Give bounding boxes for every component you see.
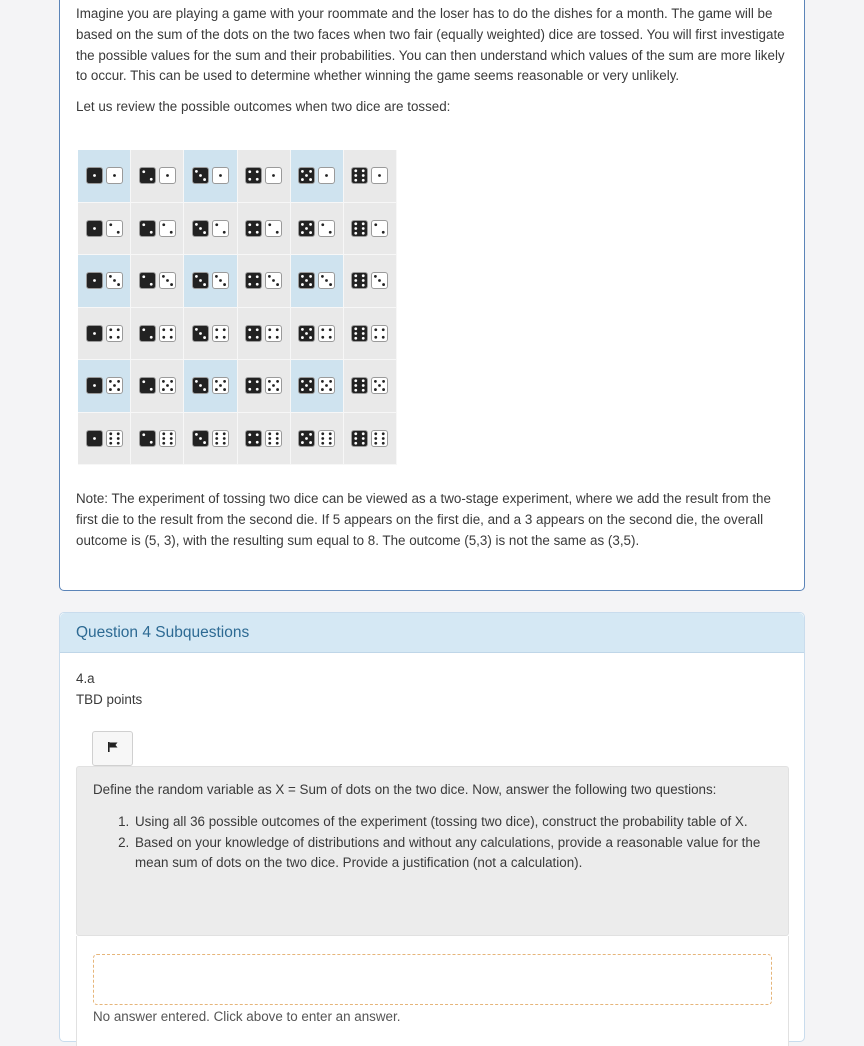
flag-button[interactable] — [92, 731, 133, 766]
prompt-list — [93, 812, 772, 874]
dice-outcome-cell — [238, 413, 291, 466]
dice-outcome-cell — [184, 255, 237, 308]
first-die-icon — [298, 272, 315, 289]
first-die-icon — [139, 167, 156, 184]
problem-panel — [59, 0, 805, 591]
prompt-item: 1. Using all 36 possible outcomes of the experiment (tossing two dice), construct the probability table of X. — [133, 812, 772, 833]
subquestion-points: TBD points — [76, 692, 143, 707]
first-die-icon — [351, 377, 368, 394]
dice-outcome-cell — [291, 150, 344, 203]
second-die-icon — [159, 430, 176, 447]
first-die-icon — [351, 220, 368, 237]
second-die-icon — [212, 167, 229, 184]
dice-outcome-cell — [344, 203, 397, 256]
second-die-icon — [371, 167, 388, 184]
second-die-icon — [371, 430, 388, 447]
second-die-icon — [106, 325, 123, 342]
second-die-icon — [159, 377, 176, 394]
first-die-icon — [298, 325, 315, 342]
second-die-icon — [265, 220, 282, 237]
first-die-icon — [298, 377, 315, 394]
second-die-icon — [212, 325, 229, 342]
first-die-icon — [192, 377, 209, 394]
dice-outcome-cell — [184, 360, 237, 413]
dice-outcome-cell — [131, 255, 184, 308]
second-die-icon — [106, 220, 123, 237]
second-die-icon — [265, 377, 282, 394]
question-prompt — [76, 766, 789, 936]
dice-outcome-cell — [344, 150, 397, 203]
first-die-icon — [351, 167, 368, 184]
dice-outcome-cell — [78, 308, 131, 361]
dice-outcome-cell — [344, 413, 397, 466]
first-die-icon — [86, 325, 103, 342]
first-die-icon — [245, 377, 262, 394]
prompt-item: 2. Based on your knowledge of distributions and without any calculations, provide a reasonable value for the mean sum of dots on the two dice. Provide a justification (not a calculation). — [133, 833, 772, 875]
dice-outcomes-grid — [78, 150, 397, 465]
dice-outcome-cell — [238, 308, 291, 361]
dice-outcome-cell — [344, 308, 397, 361]
dice-outcome-cell — [291, 360, 344, 413]
second-die-icon — [106, 272, 123, 289]
dice-outcome-cell — [291, 203, 344, 256]
subquestion-number: 4.a — [76, 671, 95, 686]
first-die-icon — [139, 325, 156, 342]
second-die-icon — [318, 220, 335, 237]
first-die-icon — [192, 430, 209, 447]
second-die-icon — [159, 167, 176, 184]
dice-outcome-cell — [238, 255, 291, 308]
dice-outcome-cell — [184, 203, 237, 256]
first-die-icon — [86, 272, 103, 289]
dice-outcome-cell — [131, 150, 184, 203]
dice-outcome-cell — [291, 255, 344, 308]
first-die-icon — [245, 220, 262, 237]
first-die-icon — [351, 325, 368, 342]
question-header: Question 4 Subquestions — [60, 613, 804, 653]
flag-icon — [107, 740, 119, 758]
first-die-icon — [139, 272, 156, 289]
first-die-icon — [298, 430, 315, 447]
first-die-icon — [298, 167, 315, 184]
second-die-icon — [106, 430, 123, 447]
prompt-intro: Define the random variable as X = Sum of dots on the two dice. Now, answer the following two questions: — [93, 782, 717, 797]
second-die-icon — [371, 377, 388, 394]
first-die-icon — [86, 430, 103, 447]
first-die-icon — [139, 220, 156, 237]
first-die-icon — [192, 325, 209, 342]
dice-outcome-cell — [238, 360, 291, 413]
first-die-icon — [192, 272, 209, 289]
second-die-icon — [371, 220, 388, 237]
question-panel — [59, 612, 805, 1042]
first-die-icon — [86, 167, 103, 184]
dice-outcome-cell — [131, 413, 184, 466]
first-die-icon — [245, 272, 262, 289]
dice-outcome-cell — [131, 360, 184, 413]
second-die-icon — [212, 220, 229, 237]
second-die-icon — [106, 377, 123, 394]
dice-outcome-cell — [184, 150, 237, 203]
review-text: Let us review the possible outcomes when two dice are tossed: — [76, 99, 451, 115]
dice-outcome-cell — [78, 255, 131, 308]
second-die-icon — [265, 167, 282, 184]
second-die-icon — [212, 430, 229, 447]
second-die-icon — [265, 272, 282, 289]
second-die-icon — [106, 167, 123, 184]
dice-outcome-cell — [78, 203, 131, 256]
second-die-icon — [318, 325, 335, 342]
dice-outcome-cell — [184, 308, 237, 361]
first-die-icon — [245, 325, 262, 342]
second-die-icon — [159, 220, 176, 237]
second-die-icon — [265, 325, 282, 342]
first-die-icon — [351, 430, 368, 447]
answer-area — [76, 936, 789, 1046]
dice-outcome-cell — [131, 203, 184, 256]
second-die-icon — [265, 430, 282, 447]
dice-outcome-cell — [78, 150, 131, 203]
first-die-icon — [86, 377, 103, 394]
second-die-icon — [318, 377, 335, 394]
first-die-icon — [139, 377, 156, 394]
second-die-icon — [318, 272, 335, 289]
answer-input[interactable] — [93, 954, 772, 1005]
first-die-icon — [351, 272, 368, 289]
first-die-icon — [139, 430, 156, 447]
dice-outcome-cell — [184, 413, 237, 466]
second-die-icon — [159, 325, 176, 342]
dice-outcome-cell — [291, 413, 344, 466]
second-die-icon — [371, 272, 388, 289]
first-die-icon — [298, 220, 315, 237]
second-die-icon — [212, 377, 229, 394]
dice-outcome-cell — [78, 413, 131, 466]
second-die-icon — [318, 430, 335, 447]
second-die-icon — [318, 167, 335, 184]
second-die-icon — [159, 272, 176, 289]
dice-outcome-cell — [131, 308, 184, 361]
first-die-icon — [245, 430, 262, 447]
dice-outcome-cell — [238, 203, 291, 256]
dice-outcome-cell — [238, 150, 291, 203]
first-die-icon — [192, 167, 209, 184]
first-die-icon — [192, 220, 209, 237]
intro-paragraph: Imagine you are playing a game with your roommate and the loser has to do the dishes for a month. The game will be based on the sum of the dots on the two faces when two fair (equally weighted) dice are tossed. You will first investigate the possible values for the sum and their probabilities. You can then understand which values of the sum are more likely to occur. This can be used to determine whether winning the game seems reasonable or very unlikely. — [76, 6, 785, 84]
dice-outcome-cell — [78, 360, 131, 413]
first-die-icon — [245, 167, 262, 184]
dice-outcome-cell — [344, 255, 397, 308]
second-die-icon — [212, 272, 229, 289]
dice-outcome-cell — [291, 308, 344, 361]
dice-outcome-cell — [344, 360, 397, 413]
second-die-icon — [371, 325, 388, 342]
note-text: Note: The experiment of tossing two dice can be viewed as a two-stage experiment, where we add the result from the first die to the result from the second die. If 5 appears on the first die, and a 3 appears on the second die, the overall outcome is (5, 3), with the resulting sum equal to 8. The outcome (5,3) is not the same as (3,5). — [76, 491, 771, 548]
first-die-icon — [86, 220, 103, 237]
answer-status: No answer entered. Click above to enter an answer. — [93, 1009, 401, 1024]
